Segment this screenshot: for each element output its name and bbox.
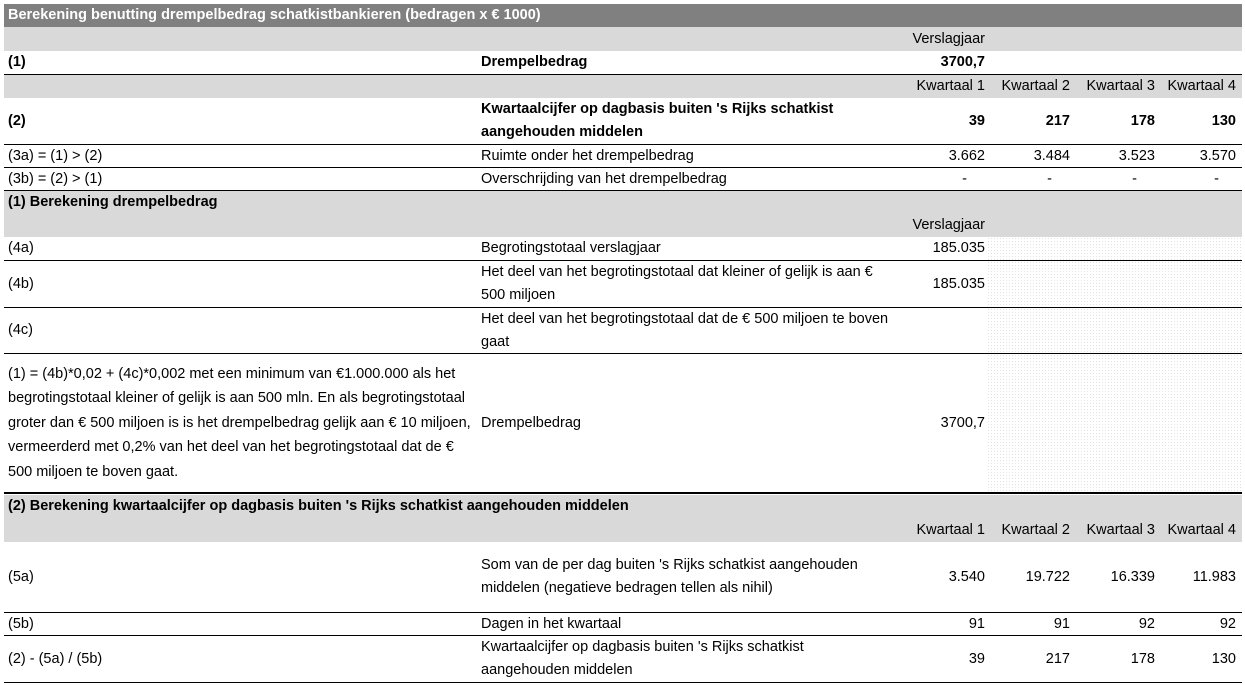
verslagjaar-header: Verslagjaar (912, 30, 985, 47)
value-q4: 11.983 (1192, 568, 1236, 585)
table-title-bar (4, 4, 1242, 27)
header-row-kwartalen (4, 518, 1242, 542)
value-q4: 92 (1219, 615, 1236, 632)
row-label: Kwartaalcijfer op dagbasis buiten 's Rijks schatkist aangehouden middelen (481, 639, 804, 678)
section-heading-drempelbedrag (4, 191, 1242, 214)
row-value: 185.035 (932, 240, 985, 256)
row-code: (4c) (8, 322, 33, 338)
table-row (4, 354, 1242, 494)
value-q1: 39 (968, 650, 985, 667)
row-value: 3700,7 (940, 54, 985, 70)
row-label: Ruimte onder het drempelbedrag (481, 147, 694, 164)
value-q1: 91 (968, 615, 985, 632)
row-code: (5a) (8, 568, 34, 585)
value-q1: 3.540 (948, 568, 985, 585)
row-code: (2) - (5a) / (5b) (8, 650, 103, 667)
value-q1: - (962, 170, 967, 187)
table-row (4, 308, 1242, 354)
kwartaal-1-header: Kwartaal 1 (916, 521, 985, 538)
value-q2: 217 (1045, 650, 1070, 667)
table-row (4, 98, 1242, 145)
value-q2: 19.722 (1025, 568, 1070, 585)
table-row (4, 237, 1242, 261)
row-code: (1) (8, 54, 26, 70)
kwartaal-2-header: Kwartaal 2 (1001, 521, 1070, 538)
table-row (4, 145, 1242, 168)
table-row (4, 636, 1242, 683)
row-label: Drempelbedrag (481, 54, 588, 70)
row-label: Het deel van het begrotingstotaal dat kleiner of gelijk is aan € 500 miljoen (481, 264, 873, 303)
section-title: (2) Berekening kwartaalcijfer op dagbasis buiten 's Rijks schatkist aangehouden middelen (8, 498, 629, 514)
value-q2: - (1047, 170, 1052, 187)
blocked-cells (987, 308, 1242, 353)
kwartaal-4-header: Kwartaal 4 (1167, 78, 1236, 94)
value-q1: 3.662 (948, 147, 985, 164)
value-q4: 130 (1211, 650, 1236, 667)
row-label: Begrotingstotaal verslagjaar (481, 240, 661, 256)
value-q3: 3.523 (1118, 147, 1155, 164)
kwartaal-1-header: Kwartaal 1 (916, 78, 985, 94)
value-q1: 39 (968, 112, 985, 129)
value-q3: - (1132, 170, 1137, 187)
table-row (4, 261, 1242, 308)
blocked-cells (987, 237, 1242, 260)
table-row (4, 613, 1242, 636)
value-q4: 3.570 (1199, 147, 1236, 164)
blocked-cells (987, 261, 1242, 307)
table-row (4, 168, 1242, 191)
row-label: Drempelbedrag (481, 414, 581, 431)
value-q4: - (1214, 170, 1219, 187)
value-q2: 217 (1045, 112, 1070, 129)
section-heading-kwartaalcijfer (4, 495, 1242, 518)
row-value (893, 308, 987, 353)
header-row-verslagjaar (4, 27, 1242, 51)
value-q2: 3.484 (1033, 147, 1070, 164)
kwartaal-4-header: Kwartaal 4 (1167, 521, 1236, 538)
value-q3: 178 (1130, 650, 1155, 667)
row-label: Dagen in het kwartaal (481, 615, 622, 632)
header-row-kwartalen (4, 75, 1242, 98)
verslagjaar-header: Verslagjaar (912, 217, 985, 233)
table-row (4, 542, 1242, 613)
row-value: 3700,7 (940, 414, 985, 431)
value-q3: 178 (1130, 112, 1155, 129)
row-code: (5b) (8, 615, 34, 632)
kwartaal-3-header: Kwartaal 3 (1086, 521, 1155, 538)
row-label: Som van de per dag buiten 's Rijks schatkist aangehouden middelen (negatieve bedragen tellen als nihil) (481, 557, 858, 596)
section-title: (1) Berekening drempelbedrag (8, 194, 218, 210)
row-label: Kwartaalcijfer op dagbasis buiten 's Rijks schatkist aangehouden middelen (481, 101, 834, 140)
value-q2: 91 (1053, 615, 1070, 632)
value-q3: 92 (1138, 615, 1155, 632)
value-q4: 130 (1211, 112, 1236, 129)
value-q3: 16.339 (1110, 568, 1155, 585)
row-code: (2) (8, 112, 26, 129)
blocked-cells (987, 354, 1242, 492)
header-row-verslagjaar (4, 214, 1242, 237)
formula-text: (1) = (4b)*0,02 + (4c)*0,002 met een minimum van €1.000.000 als het begrotingstotaal kleiner of gelijk is aan 500 mln. En als begrotingstotaal groter dan € 500 miljoen is is het drempelbedrag gelijk aan € 10 miljoen, vermeerderd met 0,2% van het deel van het begrotingstotaal dat de € 500 miljoen te boven gaat. (8, 365, 471, 480)
row-code: (3b) = (2) > (1) (8, 170, 103, 187)
kwartaal-3-header: Kwartaal 3 (1086, 78, 1155, 94)
row-label: Overschrijding van het drempelbedrag (481, 170, 727, 187)
kwartaal-2-header: Kwartaal 2 (1001, 78, 1070, 94)
row-label: Het deel van het begrotingstotaal dat de € 500 miljoen te boven gaat (481, 310, 889, 350)
table-title: Berekening benutting drempelbedrag schatkistbankieren (bedragen x € 1000) (8, 7, 541, 23)
row-code: (4b) (8, 275, 34, 292)
table-row (4, 51, 1242, 75)
row-value: 185.035 (932, 275, 985, 292)
row-code: (4a) (8, 240, 34, 256)
row-code: (3a) = (1) > (2) (8, 147, 103, 164)
